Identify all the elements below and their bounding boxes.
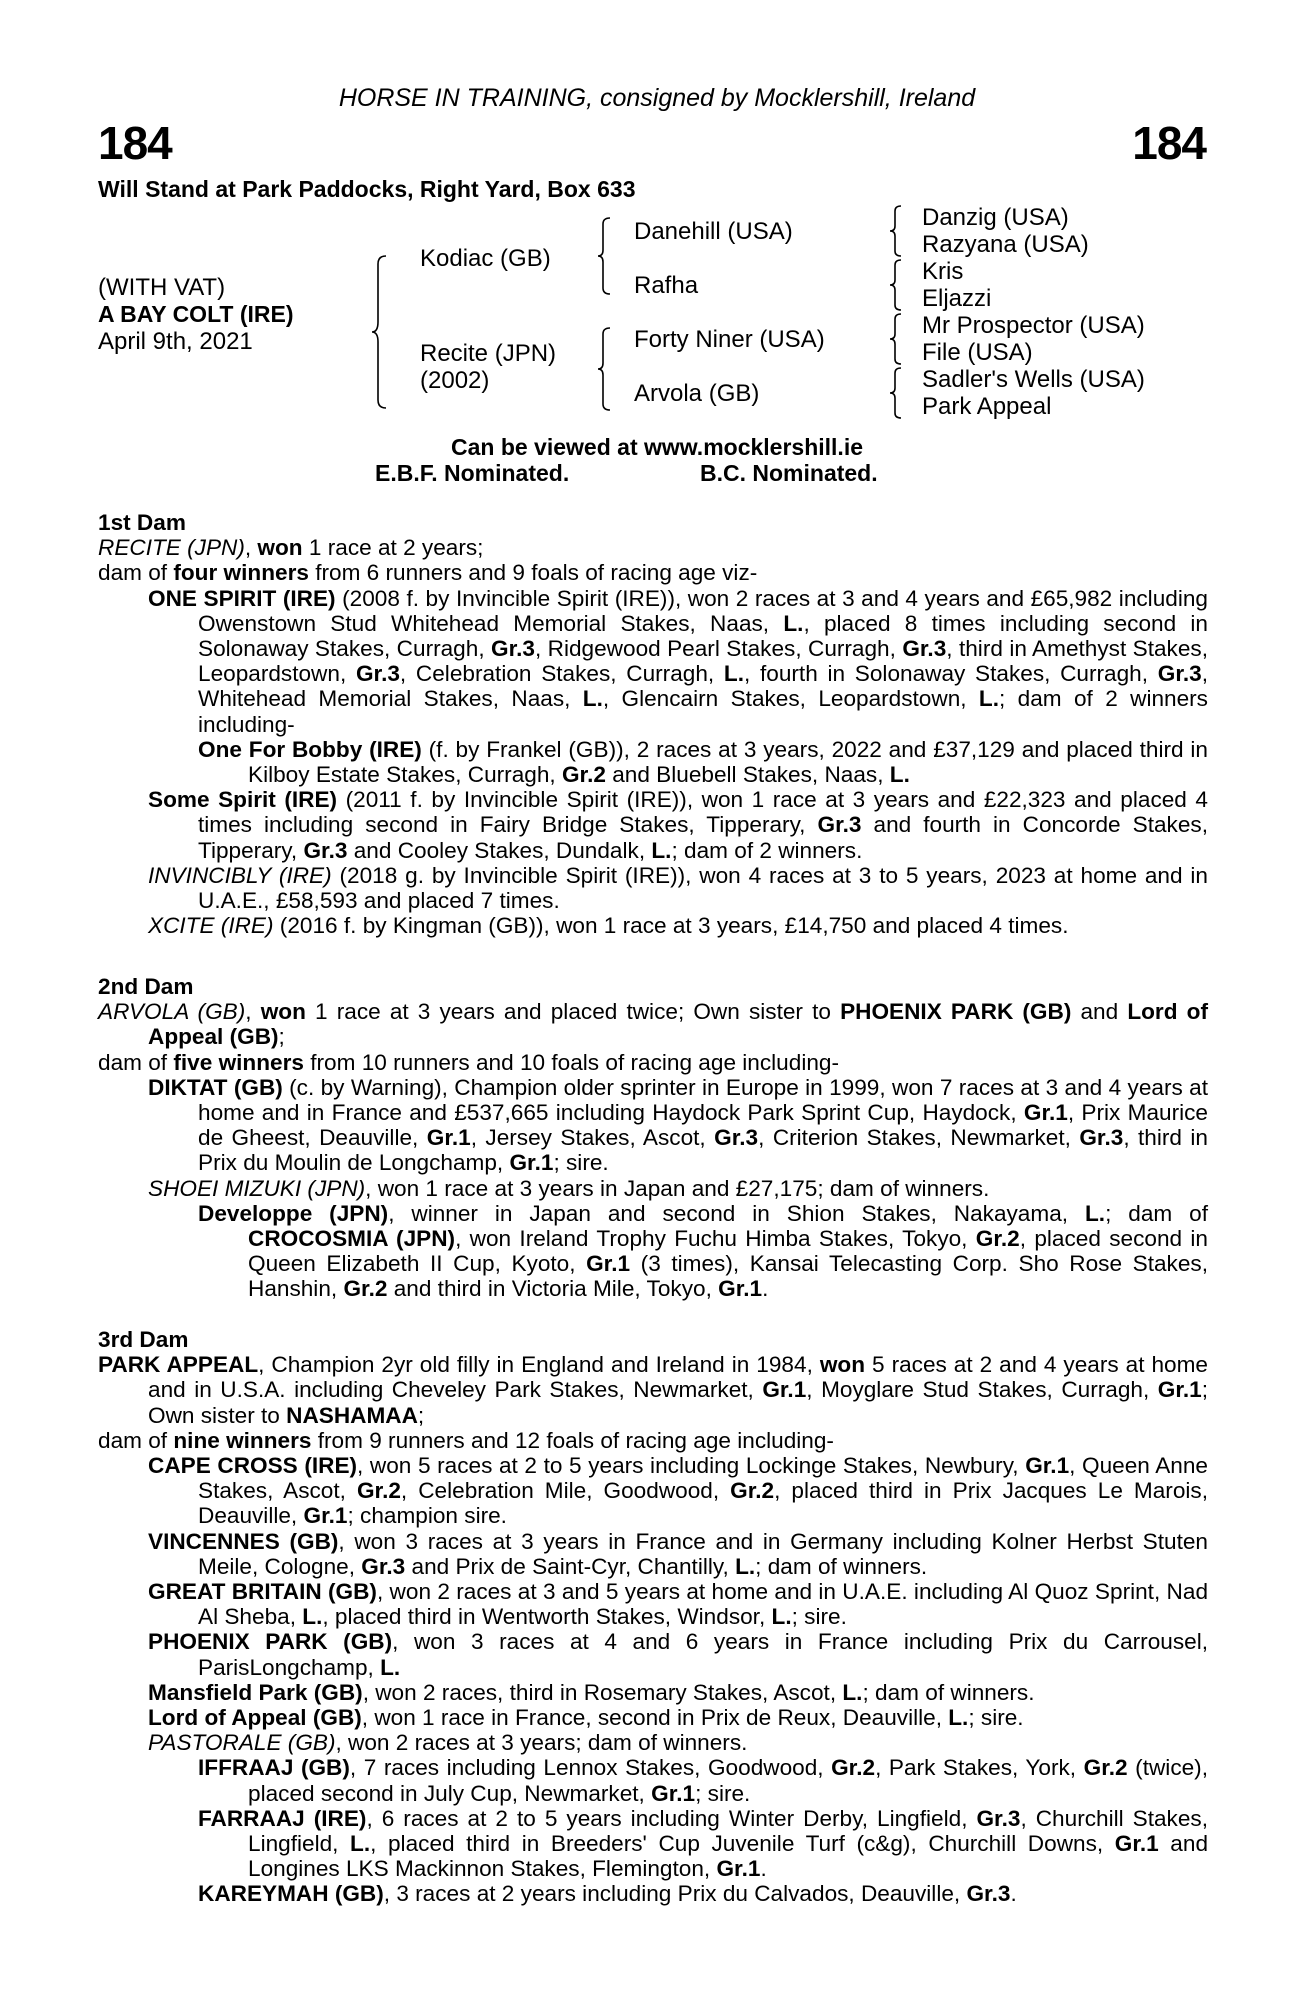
first-dam-heading: 1st Dam [98, 510, 186, 535]
produce-pastorale: PASTORALE (GB), won 2 races at 3 years; dam of winners. [148, 1730, 748, 1756]
second-dam-produce-summary: dam of five winners from 10 runners and 10 foals of racing age including- [98, 1049, 839, 1075]
gen3-7: Sadler's Wells (USA) [922, 366, 1145, 393]
produce-developpe: Developpe (JPN), winner in Japan and second in Shion Stakes, Nakayama, L.; dam of CROCOSMIA (JPN), won Ireland Trophy Fuchu Himba Stakes, Tokyo, Gr.2, placed second in Queen Elizabeth II Cup, Kyoto, Gr.1 (3 times), Kansai Telecasting Corp. Sho Rose Stakes, Hanshin, Gr.2 and third in Victoria Mile, Tokyo, Gr.1. [198, 1200, 1208, 1302]
bc-nominated: B.C. Nominated. [700, 460, 878, 486]
pedigree-brace-g2 [890, 258, 906, 312]
sire-dam: Rafha [634, 272, 699, 299]
first-dam-section [98, 510, 1208, 938]
second-dam-line: ARVOLA (GB), won 1 race at 3 years and placed twice; Own sister to PHOENIX PARK (GB) and Lord of Appeal (GB); [98, 999, 1208, 1050]
dam-year: (2002) [420, 367, 490, 394]
produce-some-spirit: Some Spirit (IRE) (2011 f. by Invincible Spirit (IRE)), won 1 race at 3 years and £22,323 and placed 4 times including second in Fairy Bridge Stakes, Tipperary, Gr.3 and fourth in Concorde Stakes, Tipperary, Gr.3 and Cooley Stakes, Dundalk, L.; dam of 2 winners. [148, 787, 1208, 863]
produce-mansfield-park: Mansfield Park (GB), won 2 races, third in Rosemary Stakes, Ascot, L.; dam of winners. [148, 1679, 1035, 1705]
horse-dob: April 9th, 2021 [98, 328, 253, 355]
horse-name: A BAY COLT (IRE) [98, 301, 294, 327]
pedigree-brace-g3 [890, 312, 906, 366]
dam-dam: Arvola (GB) [634, 380, 760, 407]
produce-lord-of-appeal: Lord of Appeal (GB), won 1 race in France, second in Prix de Reux, Deauville, L.; sire. [148, 1705, 1024, 1731]
gen3-6: File (USA) [922, 339, 1033, 366]
produce-diktat: DIKTAT (GB) (c. by Warning), Champion older sprinter in Europe in 1999, won 7 races at 3 and 4 years at home and in France and £537,665 including Haydock Park Sprint Cup, Haydock, Gr.1, Prix Maurice de Gheest, Deauville, Gr.1, Jersey Stakes, Ascot, Gr.3, Criterion Stakes, Newmarket, Gr.3, third in Prix du Moulin de Longchamp, Gr.1; sire. [148, 1074, 1208, 1176]
first-dam-produce-summary: dam of four winners from 6 runners and 9 foals of racing age viz- [98, 560, 758, 586]
produce-shoei-mizuki: SHOEI MIZUKI (JPN), won 1 race at 3 years in Japan and £27,175; dam of winners. [148, 1175, 990, 1201]
pedigree-brace-sire [598, 216, 616, 296]
ebf-nominated: E.B.F. Nominated. [375, 460, 570, 486]
produce-farraaj: FARRAAJ (IRE), 6 races at 2 to 5 years including Winter Derby, Lingfield, Gr.3, Churchill Stakes, Lingfield, L., placed third in Breeders' Cup Juvenile Turf (c&g), Churchill Downs, Gr.1 and Longines LKS Mackinnon Stakes, Flemington, Gr.1. [198, 1805, 1209, 1882]
produce-invincibly: INVINCIBLY (IRE) (2018 g. by Invincible Spirit (IRE)), won 4 races at 3 to 5 years, 2023 at home and in U.A.E., £58,593 and placed 7 times. [148, 862, 1208, 914]
lot-number-left: 184 [98, 117, 172, 169]
pedigree-brace-g1 [890, 204, 906, 258]
third-dam-section [98, 1327, 1208, 1907]
pedigree-brace-g4 [890, 366, 906, 420]
lot-number-right: 184 [1132, 117, 1206, 169]
viewing-website: Can be viewed at www.mocklershill.ie [450, 434, 863, 460]
vat-note: (WITH VAT) [98, 274, 226, 301]
third-dam-produce-summary: dam of nine winners from 9 runners and 12 foals of racing age including- [98, 1427, 834, 1453]
pedigree-brace-dam [598, 326, 616, 412]
produce-phoenix-park: PHOENIX PARK (GB), won 3 races at 4 and 6 years in France including Prix du Carrousel, ParisLongchamp, L. [148, 1629, 1208, 1680]
dam-sire: Forty Niner (USA) [634, 326, 825, 353]
second-dam-section [98, 974, 1208, 1302]
third-dam-heading: 3rd Dam [98, 1327, 189, 1352]
gen3-2: Razyana (USA) [922, 231, 1089, 258]
third-dam-line: PARK APPEAL, Champion 2yr old filly in England and Ireland in 1984, won 5 races at 2 and 4 years at home and in U.S.A. including Cheveley Park Stakes, Newmarket, Gr.1, Moyglare Stud Stakes, Curragh, Gr.1; Own sister to NASHAMAA; [98, 1352, 1209, 1428]
sire: Kodiac (GB) [420, 245, 551, 272]
gen3-1: Danzig (USA) [922, 204, 1069, 231]
gen3-4: Eljazzi [922, 285, 992, 312]
gen3-3: Kris [922, 258, 964, 285]
produce-iffraaj: IFFRAAJ (GB), 7 races including Lennox Stakes, Goodwood, Gr.2, Park Stakes, York, Gr.2 (twice), placed second in July Cup, Newmarket, Gr.1; sire. [198, 1755, 1208, 1806]
stand-location: Will Stand at Park Paddocks, Right Yard, Box 633 [98, 176, 636, 202]
produce-great-britain: GREAT BRITAIN (GB), won 2 races at 3 and 5 years at home and in U.A.E. including Al Quoz Sprint, Nad Al Sheba, L., placed third in Wentworth Stakes, Windsor, L.; sire. [148, 1579, 1209, 1630]
produce-one-for-bobby: One For Bobby (IRE) (f. by Frankel (GB)), 2 races at 3 years, 2022 and £37,129 and placed third in Kilboy Estate Stakes, Curragh, Gr.2 and Bluebell Stakes, Naas, L. [198, 736, 1208, 788]
gen3-8: Park Appeal [922, 393, 1052, 420]
produce-xcite: XCITE (IRE) (2016 f. by Kingman (GB)), won 1 race at 3 years, £14,750 and placed 4 times. [148, 913, 1069, 939]
first-dam-line: RECITE (JPN), won 1 race at 2 years; [98, 535, 484, 561]
produce-one-spirit: ONE SPIRIT (IRE) (2008 f. by Invincible Spirit (IRE)), won 2 races at 3 and 4 years and £65,982 including Owenstown Stud Whitehead Memorial Stakes, Naas, L., placed 8 times including second in Solonaway Stakes, Curragh, Gr.3, Ridgewood Pearl Stakes, Curragh, Gr.3, third in Amethyst Stakes, Leopardstown, Gr.3, Celebration Stakes, Curragh, L., fourth in Solonaway Stakes, Curragh, Gr.3, Whitehead Memorial Stakes, Naas, L., Glencairn Stakes, Leopardstown, L.; dam of 2 winners including- [148, 585, 1208, 737]
second-dam-heading: 2nd Dam [98, 974, 194, 999]
gen3-5: Mr Prospector (USA) [922, 312, 1145, 339]
consignment-title: HORSE IN TRAINING, consigned by Mocklershill, Ireland [338, 84, 976, 112]
dam: Recite (JPN) [420, 340, 557, 367]
pedigree-brace-main [372, 254, 392, 410]
produce-cape-cross: CAPE CROSS (IRE), won 5 races at 2 to 5 years including Lockinge Stakes, Newbury, Gr.1, Queen Anne Stakes, Ascot, Gr.2, Celebration Mile, Goodwood, Gr.2, placed third in Prix Jacques Le Marois, Deauville, Gr.1; champion sire. [148, 1453, 1208, 1529]
produce-vincennes: VINCENNES (GB), won 3 races at 3 years in France and in Germany including Kolner Herbst Stuten Meile, Cologne, Gr.3 and Prix de Saint-Cyr, Chantilly, L.; dam of winners. [148, 1528, 1208, 1579]
produce-kareymah: KAREYMAH (GB), 3 races at 2 years including Prix du Calvados, Deauville, Gr.3. [198, 1881, 1017, 1907]
sire-sire: Danehill (USA) [634, 218, 793, 245]
